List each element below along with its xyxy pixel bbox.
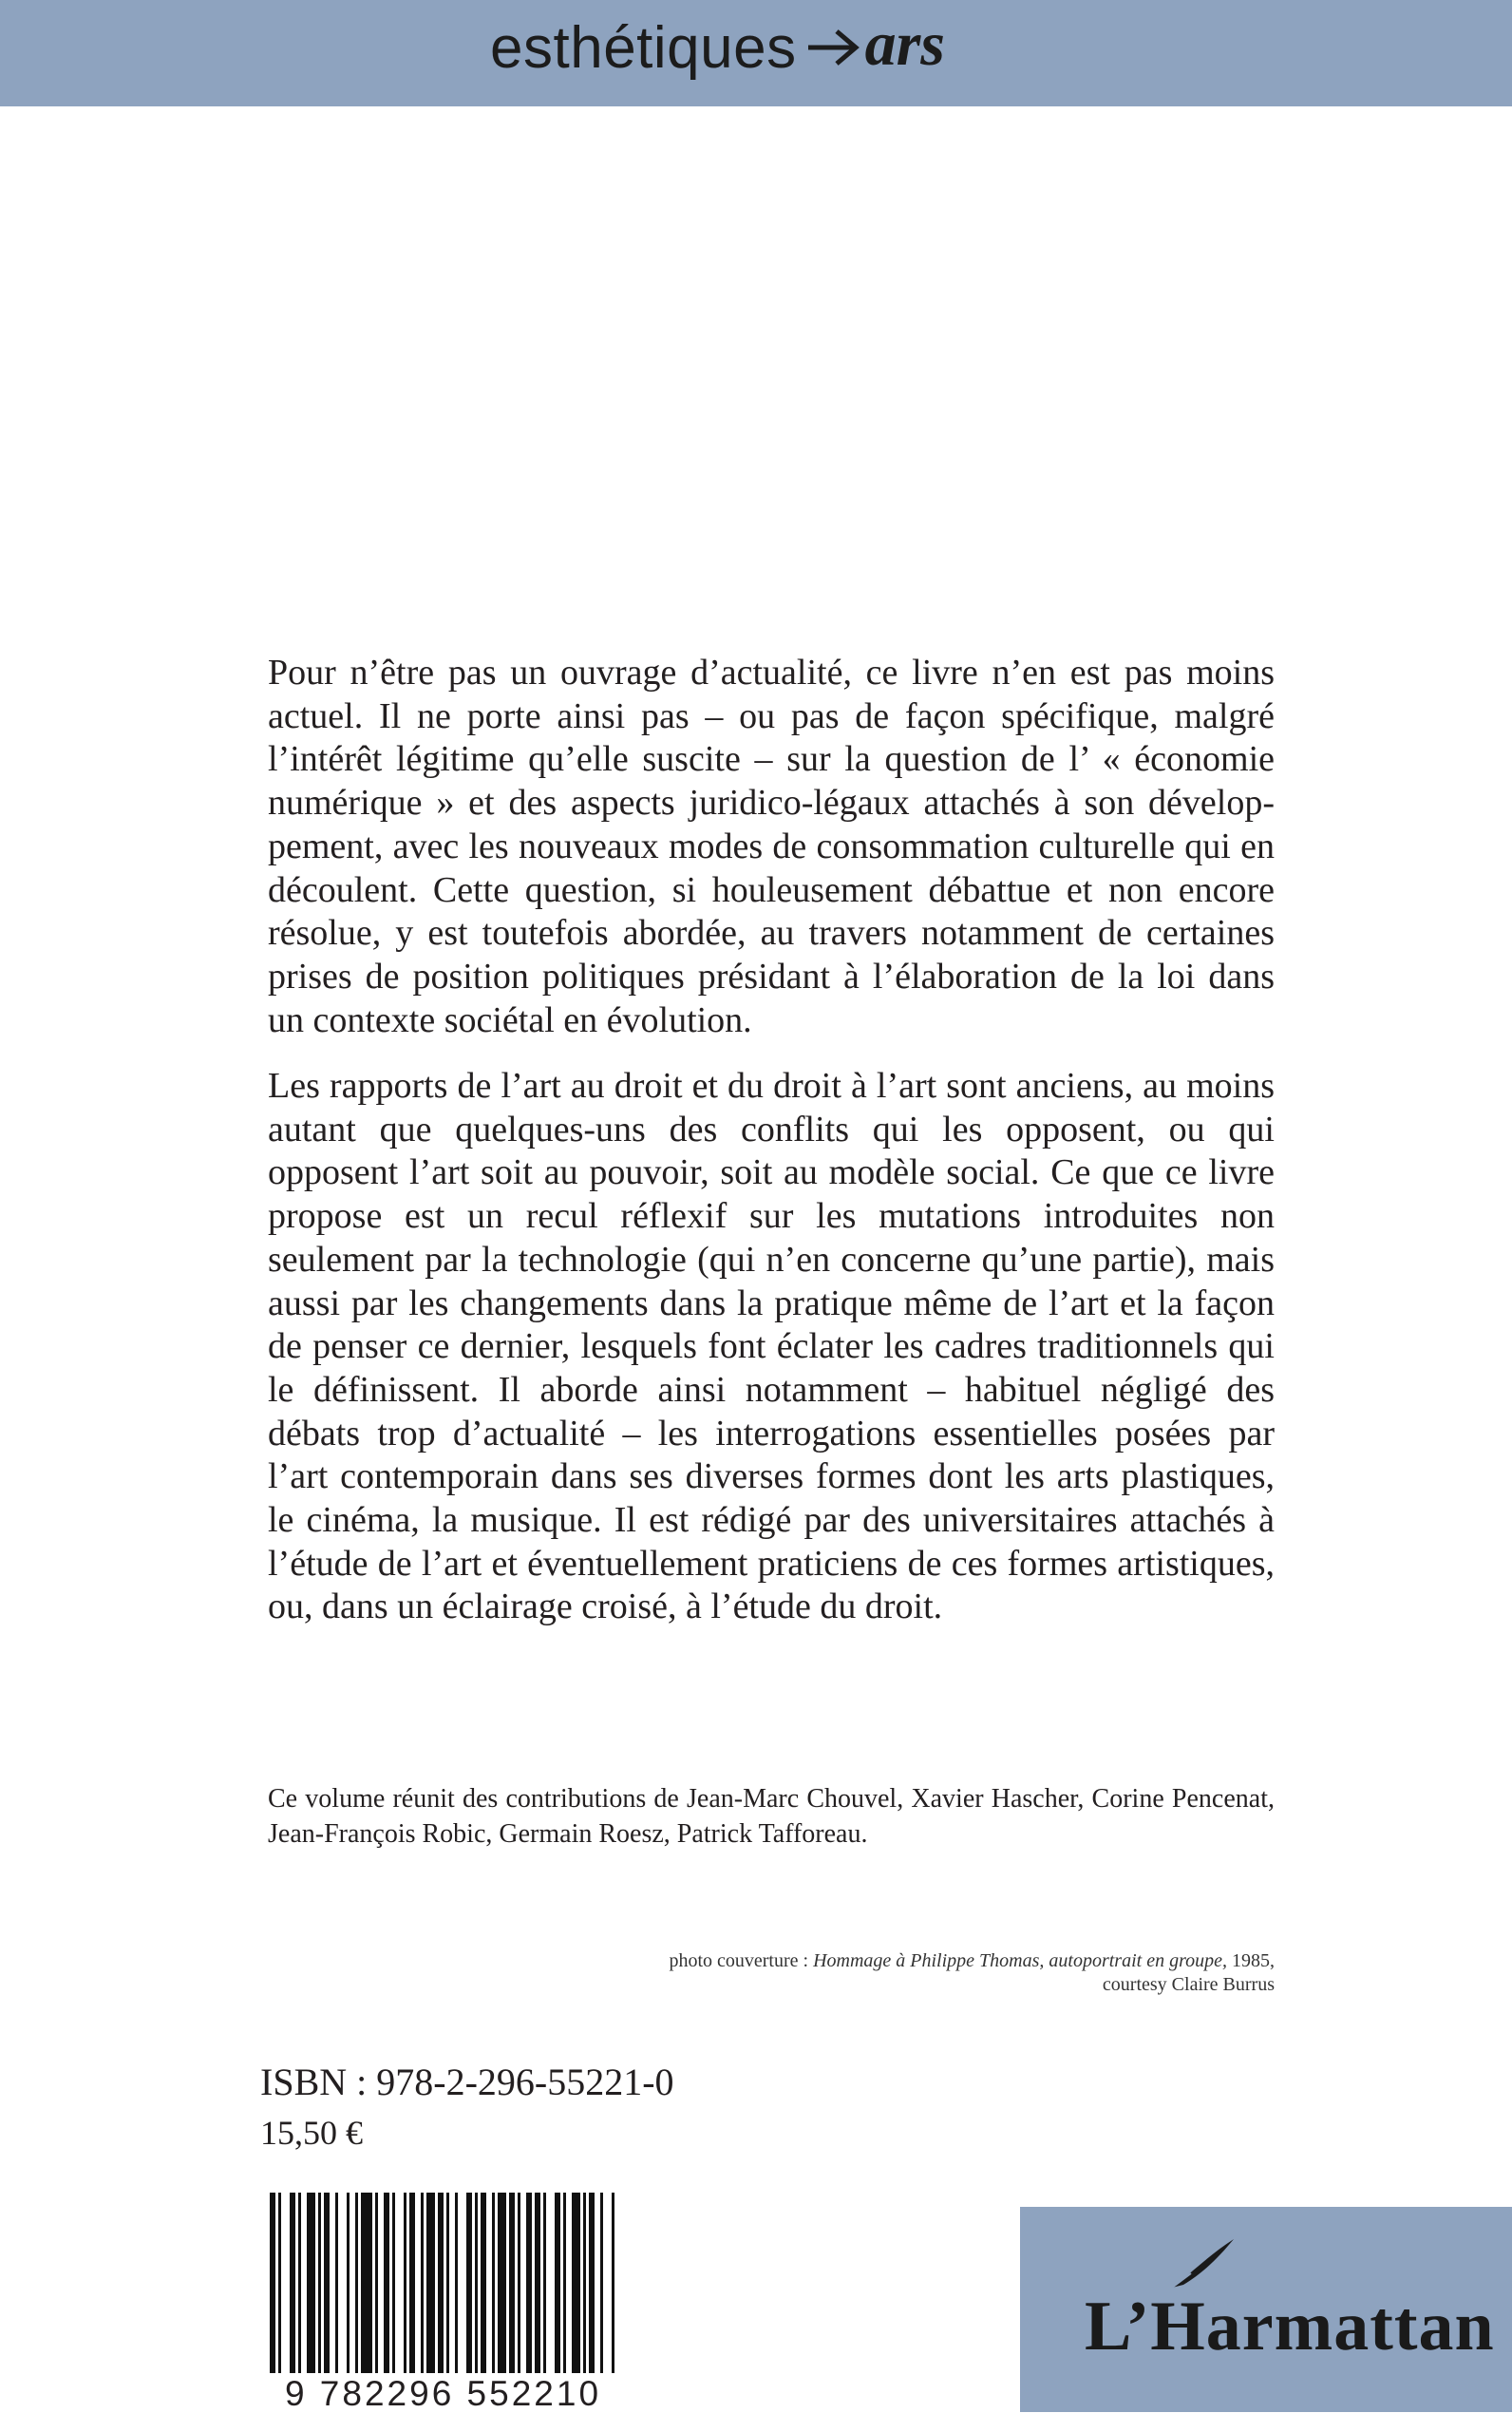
price: 15,50 €: [260, 2114, 363, 2152]
photo-credit-courtesy: courtesy Claire Burrus: [1102, 1974, 1275, 1995]
barcode-bar: [307, 2193, 315, 2373]
photo-credit-year: 1985,: [1227, 1950, 1275, 1971]
barcode-bar: [518, 2193, 520, 2373]
barcode-bar: [600, 2193, 603, 2373]
barcode-bar: [384, 2193, 389, 2373]
blurb-paragraph-2: Les rapports de l’art au droit et du droit à l’art sont anciens, au moins autant que quelques-uns des conflits qui les opposent, ou qui opposent l’art soit au pouvoir, soit au modèle social. Ce que ce livre propose est un recul réflexif sur les mutations introduites non seulement par la technologie (qui n’en concerne qu’une partie), mais aussi par les changements dans la pratique même de l’art et la façon de penser ce dernier, lesquels font éclater les cadres traditionnels qui le définissent. Il aborde ainsi notamment – habituel négligé des débats trop d’actualité – les interrogations essentielles posées par l’art contemporain dans ses diverses formes dont les arts plastiques, le cinéma, la musique. Il est rédigé par des universitaires attachés à l’étude de l’art et éventuellement praticiens de ces formes artistiques, ou, dans un éclairage croisé, à l’étude du droit.: [268, 1066, 1275, 1627]
barcode-bar: [498, 2193, 506, 2373]
barcode-digits: 9 782296 552210: [284, 2374, 602, 2413]
barcode-bar: [421, 2193, 424, 2373]
barcode-bar: [563, 2193, 566, 2373]
photo-credit: [610, 1949, 1275, 1997]
blurb-paragraph-1: Pour n’être pas un ouvrage d’actualité, ce livre n’en est pas moins actuel. Il ne porte ainsi pas – ou pas de façon spécifique, malgré l’intérêt légitime qu’elle suscite – sur la question de l’ « économie numérique » et des aspects juridico-légaux attachés à son développement, avec les nouveaux modes de consommation culturelle qui en découlent. Cette question, si houleusement débattue et non encore résolue, y est toutefois abordée, au travers notamment de certaines prises de position politiques présidant à l’élaboration de la loi dans un contexte sociétal en évolution.: [268, 653, 1275, 1040]
barcode-bar: [455, 2193, 458, 2373]
barcode-bar: [355, 2193, 358, 2373]
barcode-bar: [278, 2193, 281, 2373]
contributors-note: Ce volume réunit des contributions de Jean-Marc Chouvel, Xavier Hascher, Corine Pencenat, Jean-François Robic, Germain Roesz, Patrick Tafforeau.: [268, 1784, 1275, 1849]
publisher-name: L’Harmattan: [1085, 2288, 1495, 2366]
barcode-bar: [583, 2193, 586, 2373]
barcode-bar: [466, 2193, 472, 2373]
barcode-bar: [543, 2193, 546, 2373]
barcode-bar: [404, 2193, 406, 2373]
series-name: esthétiques: [490, 14, 797, 81]
barcode-bar: [509, 2193, 515, 2373]
barcode-bar: [535, 2193, 540, 2373]
publisher-badge: [1020, 2207, 1512, 2412]
barcode-bar: [347, 2193, 350, 2373]
photo-credit-prefix: photo couverture :: [669, 1950, 814, 1971]
isbn: ISBN : 978-2-296-55221-0: [260, 2061, 674, 2103]
barcode-bar: [324, 2193, 330, 2373]
barcode-bar: [409, 2193, 415, 2373]
barcode-bar: [426, 2193, 435, 2373]
barcode-bar: [361, 2193, 372, 2373]
barcode-bar: [572, 2193, 580, 2373]
barcode-bar: [446, 2193, 449, 2373]
right-arrow-icon: [804, 27, 861, 68]
barcode-bar: [270, 2193, 275, 2373]
barcode-bar: [298, 2193, 301, 2373]
barcode-bar: [612, 2193, 614, 2373]
barcode-bar: [526, 2193, 532, 2373]
series-title: [490, 10, 945, 86]
barcode-bar: [438, 2193, 444, 2373]
barcode-bar: [481, 2193, 486, 2373]
barcode-bar: [290, 2193, 295, 2373]
barcode: [260, 2185, 626, 2412]
barcode-bar: [555, 2193, 560, 2373]
series-banner: [0, 0, 1512, 106]
barcode-bar: [392, 2193, 395, 2373]
photo-credit-title: Hommage à Philippe Thomas, autoportrait en groupe,: [813, 1950, 1227, 1971]
barcode-bar: [335, 2193, 338, 2373]
barcode-bar: [318, 2193, 321, 2373]
barcode-bar: [492, 2193, 495, 2373]
barcode-bar: [589, 2193, 595, 2373]
series-subtitle: ars: [864, 10, 945, 79]
barcode-bar: [475, 2193, 478, 2373]
barcode-bar: [375, 2193, 378, 2373]
quill-icon: [1162, 2235, 1238, 2292]
